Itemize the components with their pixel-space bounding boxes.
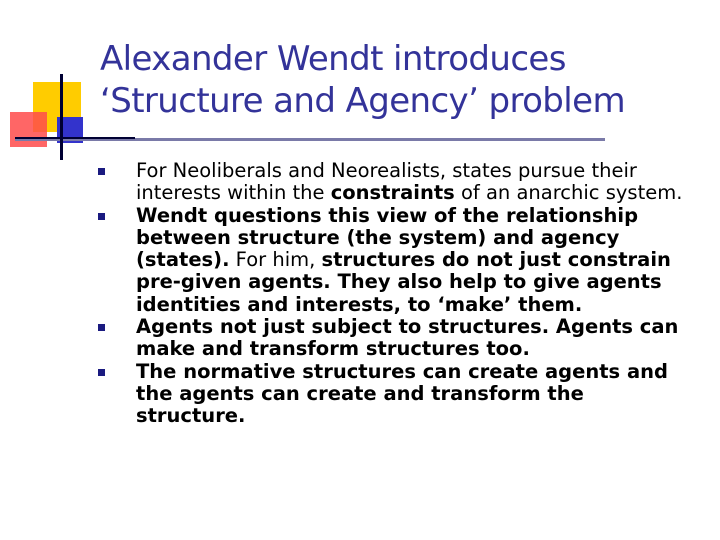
bullet-text — [136, 315, 678, 360]
bullet-item — [98, 205, 698, 316]
slide-title — [100, 38, 700, 122]
bullet-item — [98, 316, 698, 361]
square-bullet-icon — [98, 369, 105, 376]
bullet-segment-bold: Wendt questions this view of the relationship between structure (the system) and agency (states). — [136, 203, 639, 272]
decor-red-square — [10, 112, 47, 147]
bullet-list — [98, 160, 698, 428]
bullet-segment-bold: structures do not just constrain pre-given agents. They also help to give agents identities and interests, to ‘make’ them. — [136, 248, 671, 316]
bullet-segment: For him, — [229, 248, 322, 272]
bullet-item — [98, 160, 698, 205]
bullet-text — [136, 204, 671, 316]
square-bullet-icon — [98, 324, 105, 331]
square-bullet-icon — [98, 213, 105, 220]
slide-title-line-2: ‘Structure and Agency’ problem — [100, 81, 625, 121]
bullet-text — [136, 159, 682, 204]
bullet-segment-bold: The normative structures can create agents and the agents can create and transform the structure. — [136, 359, 668, 428]
bullet-item — [98, 361, 698, 428]
square-bullet-icon — [98, 168, 105, 175]
bullet-segment-bold: Agents not just subject to structures. Agents can make and transform structures too. — [136, 315, 679, 361]
decor-vertical-line — [60, 74, 63, 160]
title-underline-accent — [15, 137, 135, 139]
slide-title-line-1: Alexander Wendt introduces — [100, 39, 566, 79]
bullet-text — [136, 360, 668, 428]
bullet-segment: For Neoliberals and Neorealists, states pursue their interests within the — [136, 159, 637, 205]
bullet-segment: of an anarchic system. — [454, 181, 683, 205]
bullet-segment-bold: constraints — [330, 181, 455, 205]
